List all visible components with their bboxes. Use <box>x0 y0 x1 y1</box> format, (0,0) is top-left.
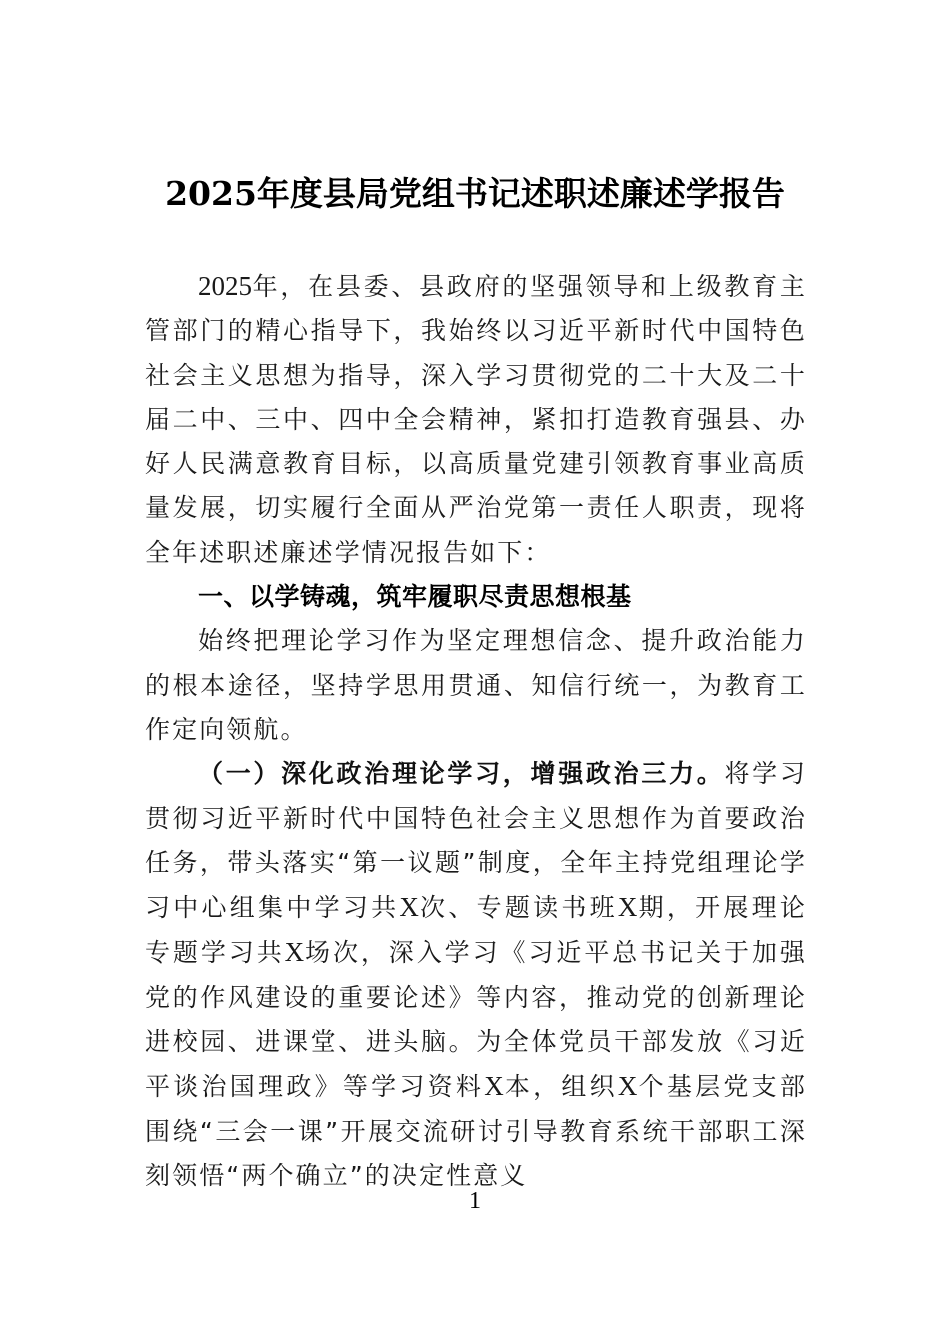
placeholder-count-1: X <box>399 892 419 923</box>
subsection-1-text-seg-8: 本，组织 <box>503 1072 618 1102</box>
section-heading-1: 一、以学铸魂，筑牢履职尽责思想根基 <box>198 582 632 612</box>
document-title: 2025年度县局党组书记述职述廉述学报告 <box>165 174 785 213</box>
subsection-1-heading: （一）深化政治理论学习，增强政治三力。 <box>198 759 725 789</box>
placeholder-count-3: X <box>284 937 305 968</box>
subsection-1-text-seg-2: 次、专题读书班 <box>418 893 618 923</box>
intro-paragraph <box>145 264 807 575</box>
subsection-1-paragraph <box>145 752 807 1198</box>
placeholder-count-4: X <box>484 1071 504 1102</box>
subsection-1-text-seg-0: 将学习贯彻习近平新时代中国特色社会主义思想作为首要政治任务，带头落实“第一议题”制度，全年主持党组理论学习中心组集中学习共 <box>145 759 807 923</box>
subsection-1-text-seg-6: 场次，深入学习《习近平总书记关于加强党的作风建设的重要论述》等内容，推动党的创新理论进校园、进课堂、进头脑。为全体党员干部发放《习近平谈治国理政》等学习资料 <box>145 938 807 1102</box>
placeholder-count-2: X <box>617 892 638 923</box>
intro-year: 2025 <box>198 271 252 301</box>
document-body <box>145 264 807 1198</box>
subsection-1-text-seg-10: 个基层党支部围绕“三会一课”开展交流研讨引导教育系统干部职工深刻领悟“两个确立”的决定性意义 <box>145 1072 808 1190</box>
placeholder-count-5: X <box>617 1071 638 1102</box>
section-1-intro-paragraph: 始终把理论学习作为坚定理想信念、提升政治能力的根本途径，坚持学思用贯通、知信行统一，为教育工作定向领航。 <box>145 626 807 744</box>
subsection-1-text-seg-4: 期，开展理论专题学习共 <box>145 893 808 968</box>
page-number: 1 <box>469 1188 481 1214</box>
intro-text: 年，在县委、县政府的坚强领导和上级教育主管部门的精心指导下，我始终以习近平新时代中国特色社会主义思想为指导，深入学习贯彻党的二十大及二十届二中、三中、四中全会精神，紧扣打造教育强县、办好人民满意教育目标，以高质量党建引领教育事业高质量发展，切实履行全面从严治党第一责任人职责，现将全年述职述廉述学情况报告如下： <box>145 272 807 567</box>
